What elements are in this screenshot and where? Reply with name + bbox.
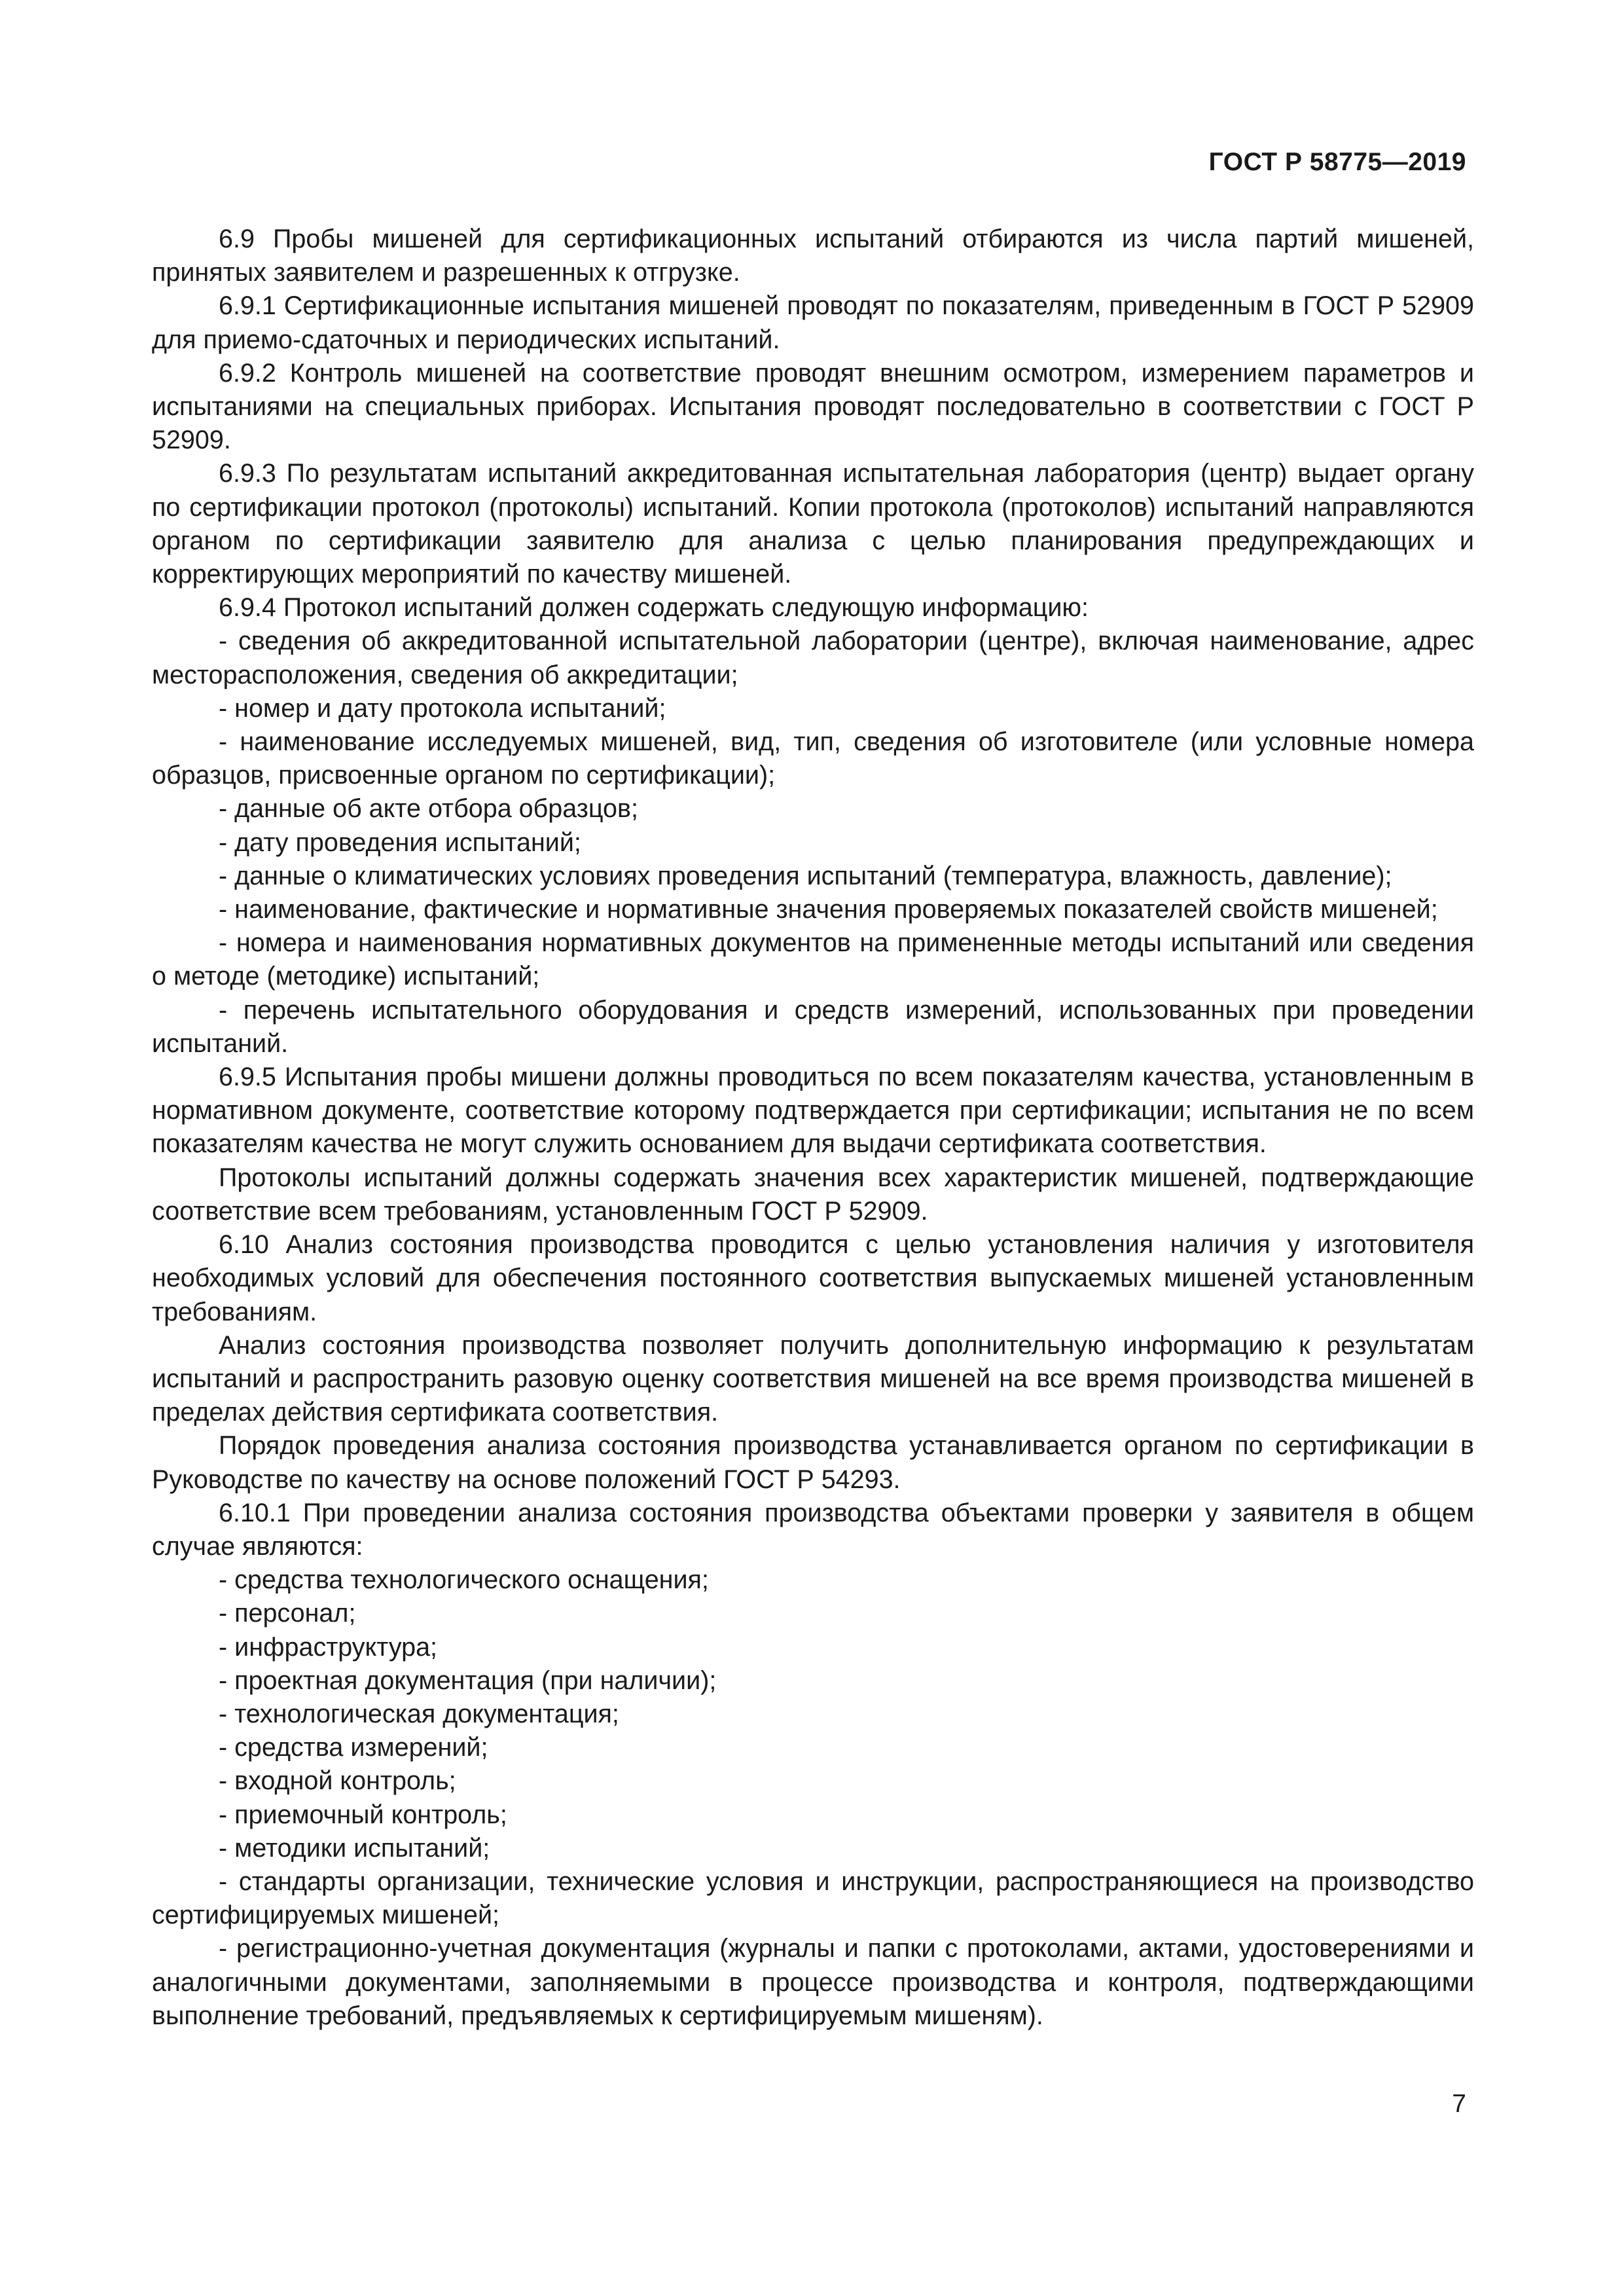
list-item-incoming-control: - входной контроль; xyxy=(219,1766,456,1796)
list-item-test-equipment: - перечень испытательного оборудования и средств измерений, использованных при проведении испытаний. xyxy=(152,995,1474,1058)
list-item-protocol-number: - номер и дату протокола испытаний; xyxy=(219,693,666,723)
page-number: 7 xyxy=(1452,2090,1466,2118)
list-item-normative-docs: - номера и наименования нормативных документов на примененные методы испытаний или сведения о методе (методике) испытаний; xyxy=(152,928,1474,991)
paragraph-6-9-1: 6.9.1 Сертификационные испытания мишеней проводят по показателям, приведенным в ГОСТ Р 52909 для приемо-сдаточных и периодических испытаний. xyxy=(152,291,1474,354)
list-item-tech-docs: - технологическая документация; xyxy=(219,1699,619,1728)
list-item-property-values: - наименование, фактические и нормативные значения проверяемых показателей свойств мишеней; xyxy=(219,895,1438,924)
paragraph-6-9-4: 6.9.4 Протокол испытаний должен содержать следующую информацию: xyxy=(219,593,1089,623)
paragraph-protocols-values: Протоколы испытаний должны содержать значения всех характеристик мишеней, подтверждающие соответствие всем требованиям, установленным ГОСТ Р 52909. xyxy=(152,1163,1474,1226)
paragraph-6-9-2: 6.9.2 Контроль мишеней на соответствие проводят внешним осмотром, измерением параметров и испытаниями на специальных приборах. Испытания проводят последовательно в соответствии с ГОСТ Р 52909. xyxy=(152,358,1474,455)
paragraph-6-10-1: 6.10.1 При проведении анализа состояния производства объектами проверки у заявителя в общем случае являются: xyxy=(152,1498,1474,1561)
paragraph-6-9: 6.9 Пробы мишеней для сертификационных испытаний отбираются из числа партий мишеней, принятых заявителем и разрешенных к отгрузке. xyxy=(152,225,1474,287)
list-item-lab-info: - сведения об аккредитованной испытательной лаборатории (центре), включая наименование, адрес месторасположения, сведения об аккредитации; xyxy=(152,627,1474,689)
list-item-test-date: - дату проведения испытаний; xyxy=(219,828,581,857)
paragraph-analysis-procedure: Порядок проведения анализа состояния производства устанавливается органом по сертификации в Руководстве по качеству на основе положений ГОСТ Р 54293. xyxy=(152,1431,1474,1494)
list-item-test-methods: - методики испытаний; xyxy=(219,1833,490,1863)
list-item-sampling-act: - данные об акте отбора образцов; xyxy=(219,794,638,824)
list-item-personnel: - персонал; xyxy=(219,1599,356,1628)
document-body xyxy=(152,223,1474,2033)
standard-code-header: ГОСТ Р 58775—2019 xyxy=(1208,148,1466,176)
list-item-acceptance-control: - приемочный контроль; xyxy=(219,1800,507,1829)
list-item-registration-docs: - регистрационно-учетная документация (журналы и папки с протоколами, актами, удостоверениями и аналогичными документами, заполняемыми в процессе производства и контроля, подтверждающими выполнение требований, предъявляемых к сертифицируемым мишеням). xyxy=(152,1934,1474,2030)
list-item-infrastructure: - инфраструктура; xyxy=(219,1632,438,1662)
paragraph-6-10: 6.10 Анализ состояния производства проводится с целью установления наличия у изготовителя необходимых условий для обеспечения постоянного соответствия выпускаемых мишеней установленным требованиям. xyxy=(152,1230,1474,1326)
list-item-climate-conditions: - данные о климатических условиях проведения испытаний (температура, влажность, давление); xyxy=(219,861,1392,890)
paragraph-6-9-3: 6.9.3 По результатам испытаний аккредитованная испытательная лаборатория (центр) выдает органу по сертификации протокол (протоколы) испытаний. Копии протокола (протоколов) испытаний направляются органом по сертификации заявителю для анализа с целью планирования предупреждающих и корректирующих мероприятий по качеству мишеней. xyxy=(152,459,1474,589)
list-item-target-name: - наименование исследуемых мишеней, вид, тип, сведения об изготовителе (или условные номера образцов, присвоенные органом по сертификации); xyxy=(152,727,1474,790)
paragraph-analysis-info: Анализ состояния производства позволяет получить дополнительную информацию к результатам испытаний и распространить разовую оценку соответствия мишеней на все время производства мишеней в пределах действия сертификата соответствия. xyxy=(152,1330,1474,1427)
paragraph-6-9-5: 6.9.5 Испытания пробы мишени должны проводиться по всем показателям качества, установленным в нормативном документе, соответствие которому подтверждается при сертификации; испытания не по всем показателям качества не могут служить основанием для выдачи сертификата соответствия. xyxy=(152,1063,1474,1159)
list-item-tech-equipment: - средства технологического оснащения; xyxy=(219,1565,709,1595)
list-item-project-docs: - проектная документация (при наличии); xyxy=(219,1666,717,1695)
list-item-measuring-tools: - средства измерений; xyxy=(219,1733,488,1762)
list-item-org-standards: - стандарты организации, технические условия и инструкции, распространяющиеся на производство сертифицируемых мишеней; xyxy=(152,1867,1474,1930)
